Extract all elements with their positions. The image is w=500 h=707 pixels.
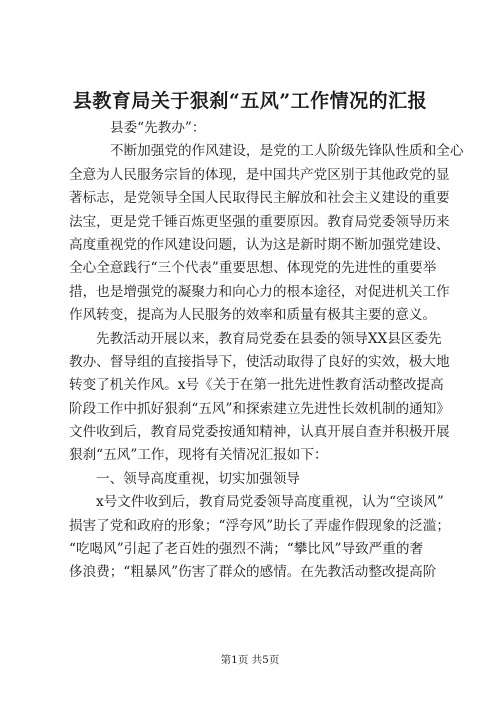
- page-number-footer: 第1页 共5页: [220, 654, 280, 666]
- body-line: 阶段工作中抓好狠刹“五风”和探索建立先进性长效机制的通知》: [69, 400, 450, 417]
- body-line: 措，也是增强党的凝聚力和向心力的根本途径，对促进机关工作: [69, 283, 450, 300]
- body-line: “吃喝风”引起了老百姓的强烈不满；“攀比风”导致严重的奢: [69, 541, 424, 558]
- section-heading: 一、领导高度重视，切实加强领导: [96, 470, 300, 487]
- body-line: 文件收到后，教育局党委按通知精神，认真开展自查并积极开展: [69, 424, 450, 441]
- body-line: 不断加强党的作风建设，是党的工人阶级先锋队性质和全心: [110, 143, 464, 160]
- body-line: 损害了党和政府的形象；“浮夸风”助长了弄虚作假现象的泛滥；: [69, 517, 450, 534]
- body-line: 狠刹“五风”工作，现将有关情况汇报如下：: [69, 447, 328, 464]
- body-line: 教办、督导组的直接指导下，使活动取得了良好的实效，极大地: [69, 353, 450, 370]
- salutation-line: 县委“先教办”：: [110, 120, 206, 136]
- body-line: 全心全意践行“三个代表”重要思想、体现党的先进性的重要举: [69, 260, 437, 277]
- document-title: 县教育局关于狠刹“五风”工作情况的汇报: [72, 90, 428, 112]
- body-line: 作风转变，提高为人民服务的效率和质量有极其主要的意义。: [69, 307, 437, 324]
- body-line: 转变了机关作风。x号《关于在第一批先进性教育活动整改提高: [69, 377, 444, 394]
- body-line: 高度重视党的作风建设问题，认为这是新时期不断加强党建设、: [69, 236, 450, 253]
- body-line: x号文件收到后，教育局党委领导高度重视，认为“空谈风”: [96, 494, 444, 511]
- body-line: 先教活动开展以来，教育局党委在县委的领导XX县区委先: [96, 330, 442, 347]
- body-line: 全意为人民服务宗旨的体现，是中国共产党区别于其他政党的显: [69, 166, 450, 183]
- body-line: 侈浪费；“粗暴风”伤害了群众的感情。在先教活动整改提高阶: [69, 564, 437, 581]
- document-body: [69, 117, 464, 585]
- body-line: 法宝，更是党千锤百炼更坚强的重要原因。教育局党委领导历来: [69, 213, 450, 230]
- body-line: 著标志，是党领导全国人民取得民主解放和社会主义建设的重要: [69, 190, 450, 207]
